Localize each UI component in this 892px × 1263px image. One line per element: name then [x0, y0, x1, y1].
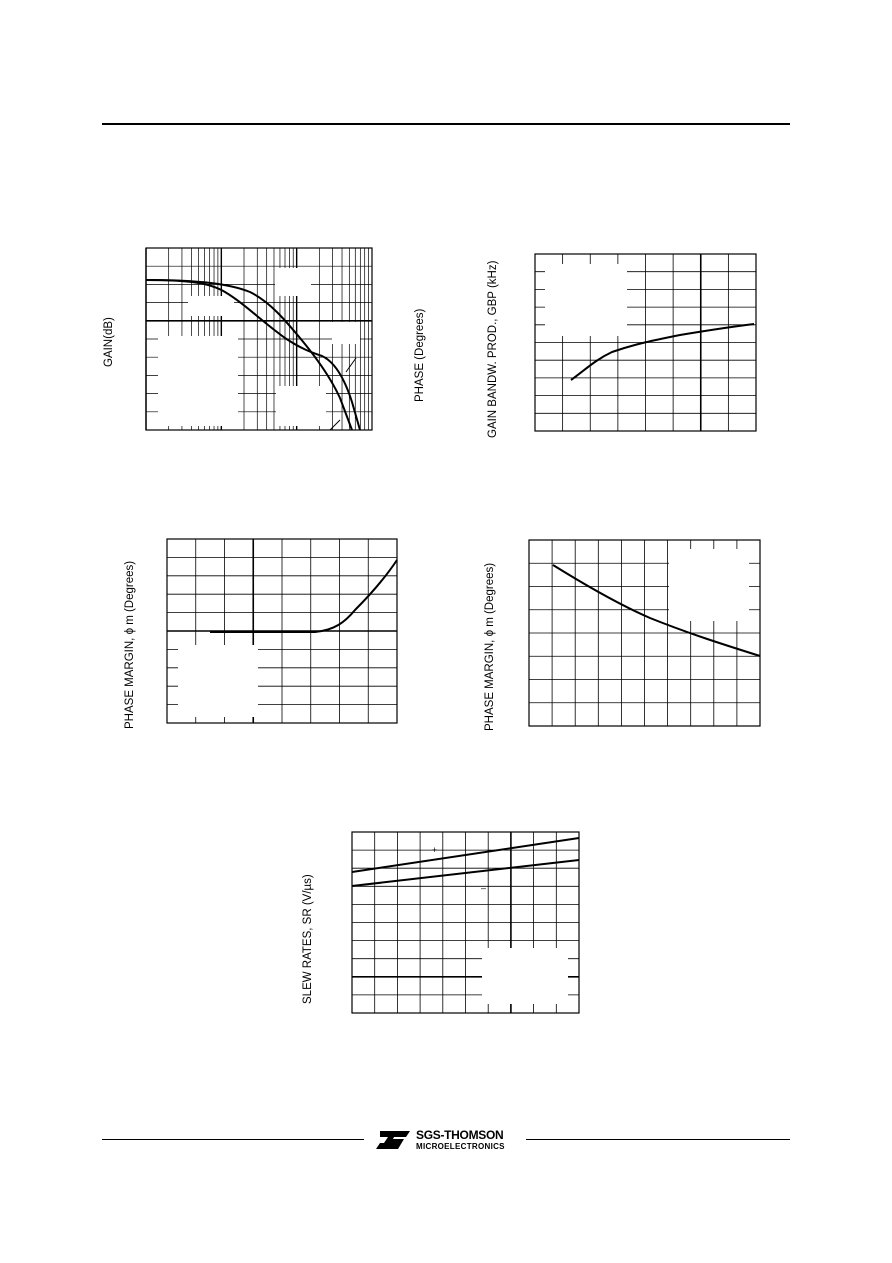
- gbp-ylabel: GAIN BANDW. PROD., GBP (kHz): [487, 260, 499, 438]
- legend-mask: [178, 645, 258, 717]
- pm2-ylabel: PHASE MARGIN, ϕ m (Degrees): [484, 562, 496, 731]
- legend-mask: [545, 264, 627, 336]
- pm1-curve: [210, 560, 397, 632]
- sr-plus-label: +: [432, 845, 438, 855]
- legend-mask: [669, 549, 749, 621]
- gain-ylabel: GAIN(dB): [103, 317, 115, 367]
- footer-rule-left: [102, 1139, 364, 1140]
- brand-name: SGS-THOMSON: [416, 1128, 504, 1142]
- footer-rule-right: [526, 1139, 790, 1140]
- phase-ylabel: PHASE (Degrees): [414, 308, 426, 402]
- pm1-ylabel: PHASE MARGIN, ϕ m (Degrees): [124, 560, 136, 729]
- legend-mask: [482, 948, 568, 1004]
- sr-ylabel: SLEW RATES, SR (V/µs): [302, 874, 314, 1004]
- st-logo-icon: [374, 1129, 412, 1151]
- brand-sub: MICROELECTRONICS: [416, 1142, 505, 1151]
- sr-minus-label: –: [481, 883, 487, 893]
